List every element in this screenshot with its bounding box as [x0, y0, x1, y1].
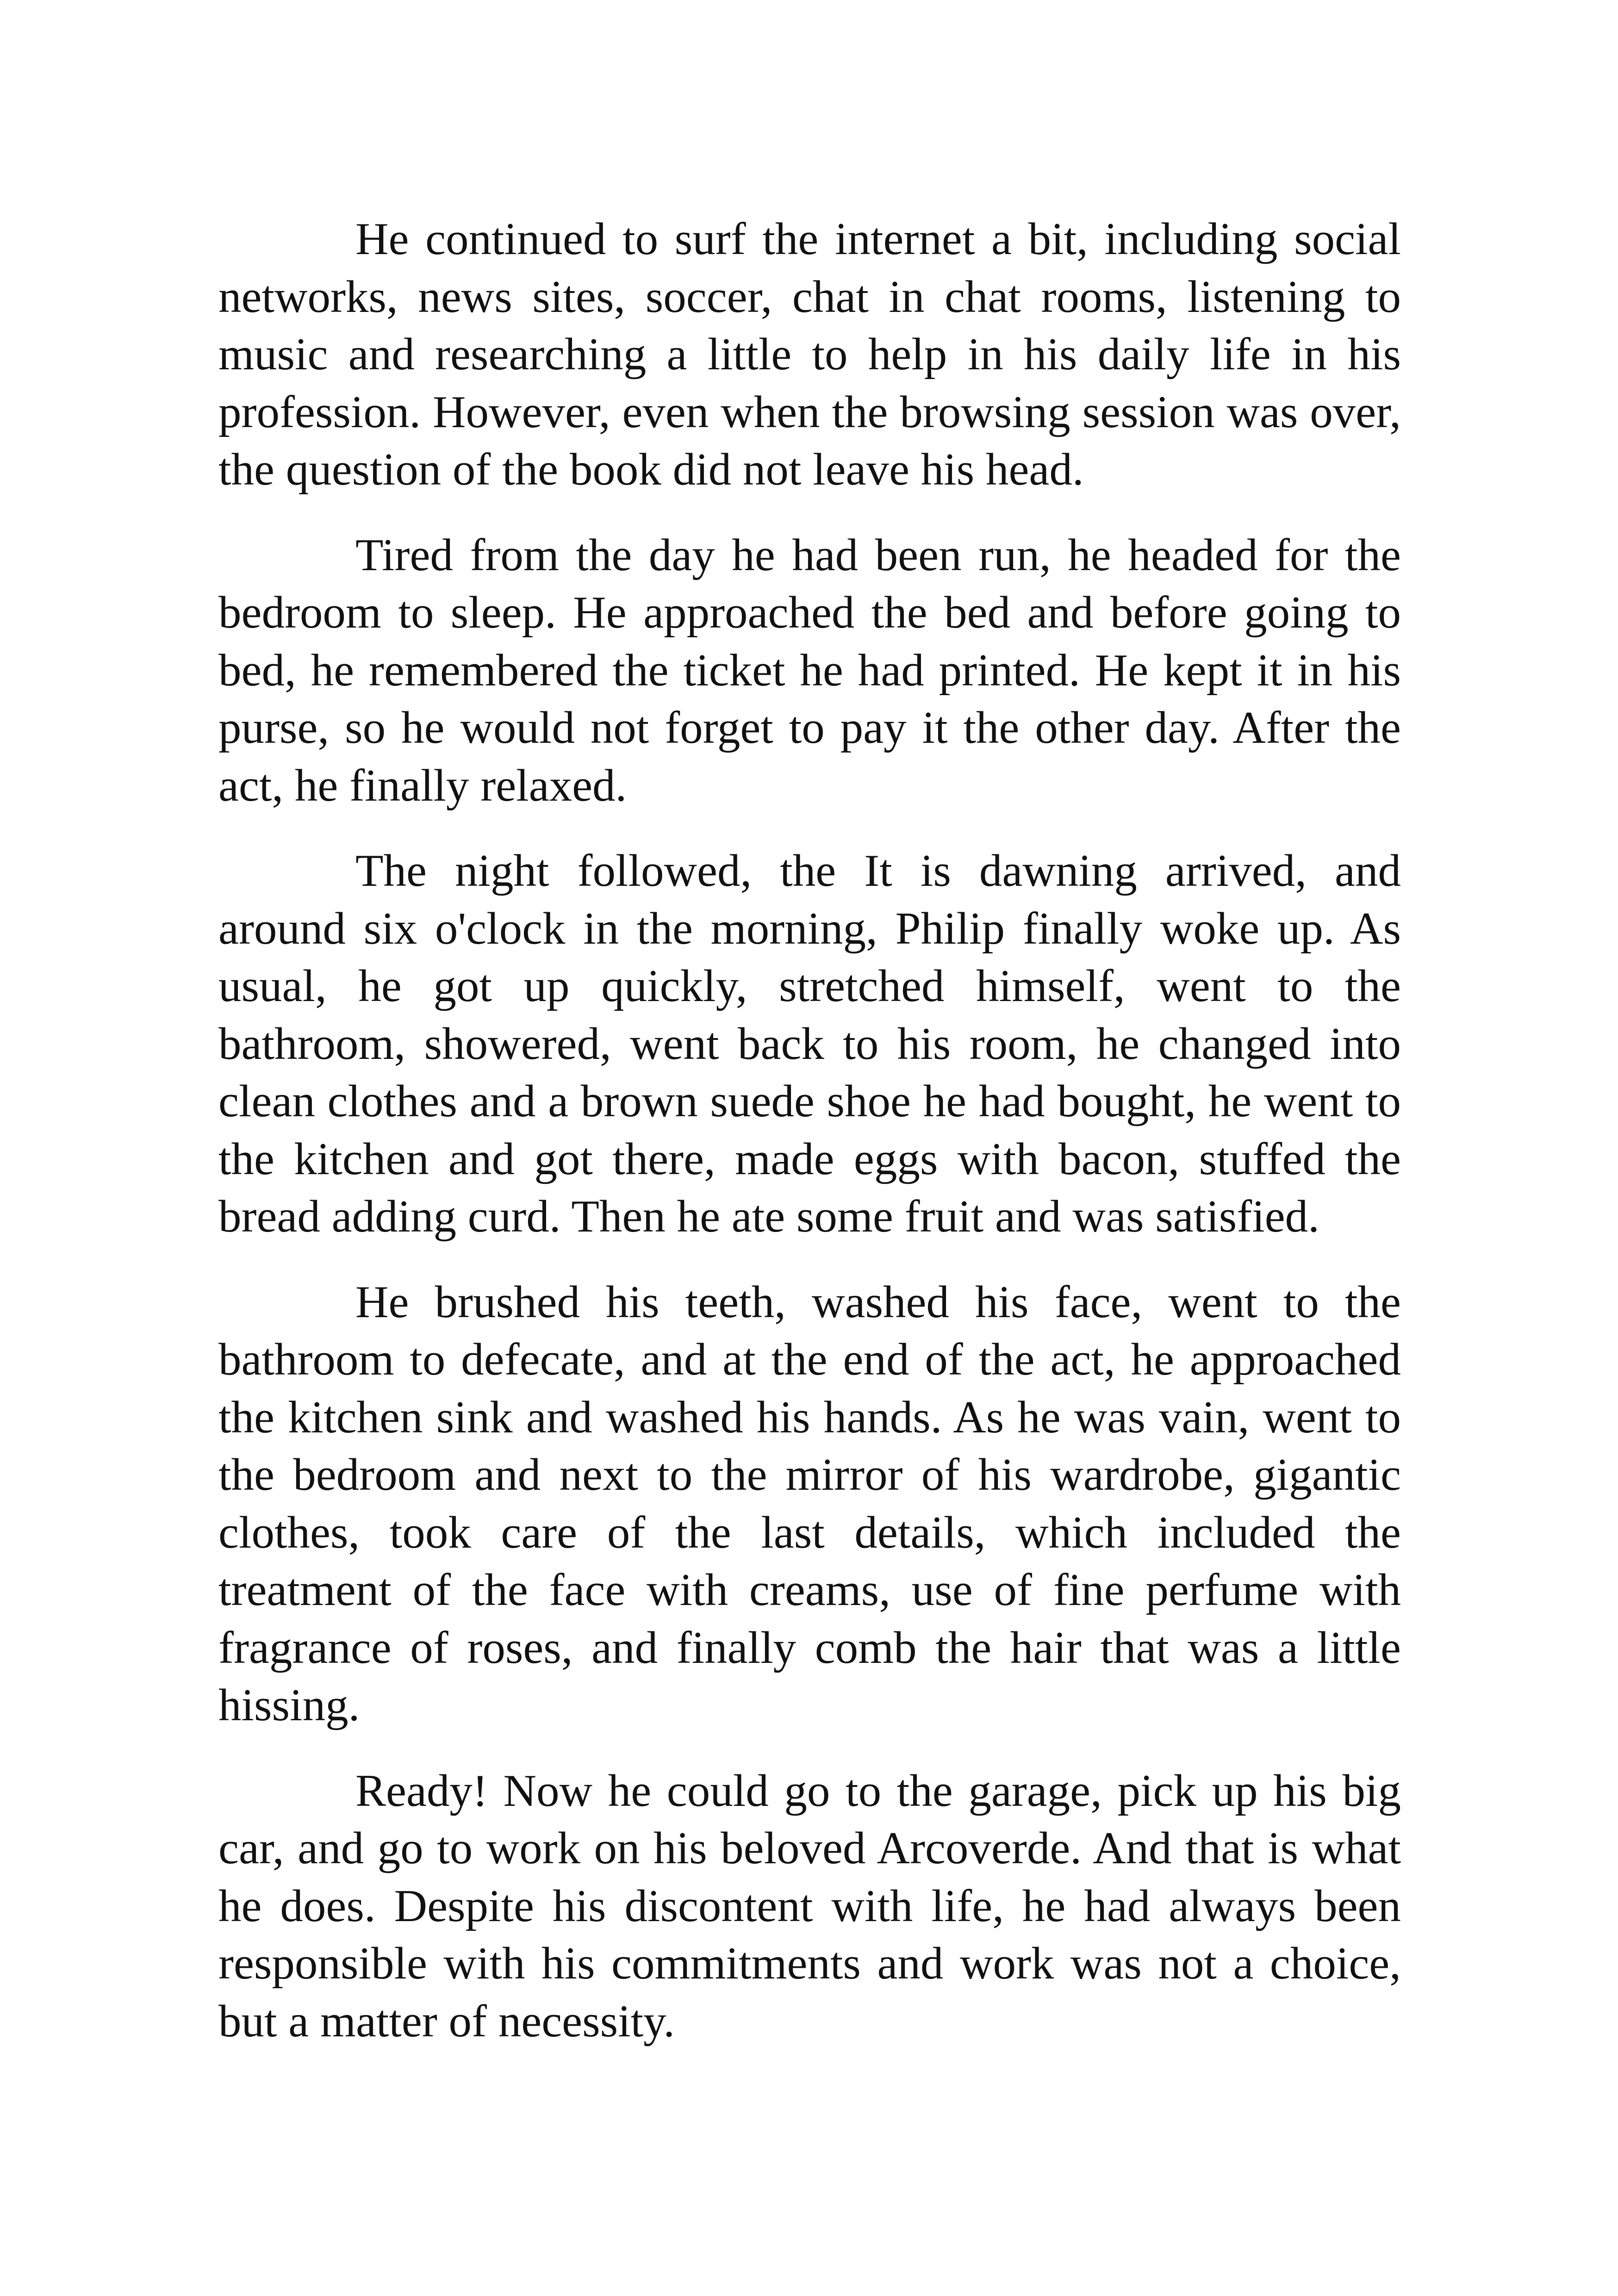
paragraph-2: Tired from the day he had been run, he headed for the bedroom to sleep. He approached the bed and before going to bed, he remembered the ticket he had printed. He kept it in his purse, so he would not forget to pay it the other day. After the act, he finally relaxed.: [218, 529, 1401, 811]
body-text: [218, 211, 1401, 2050]
paragraph-3: The night followed, the It is dawning arrived, and around six o'clock in the morning, Philip finally woke up. As usual, he got up quickly, stretched himself, went to the bathroom, showered, went back to his room, he changed into clean clothes and a brown suede shoe he had bought, he went to the kitchen and got there, made eggs with bacon, stuffed the bread adding curd. Then he ate some fruit and was satisfied.: [218, 846, 1401, 1242]
paragraph-1: He continued to surf the internet a bit, including social networks, news sites, soccer, chat in chat rooms, listening to music and researching a little to help in his daily life in his profession. However, even when the browsing session was over, the question of the book did not leave his head.: [218, 214, 1401, 495]
paragraph-5: Ready! Now he could go to the garage, pick up his big car, and go to work on his beloved Arcoverde. And that is what he does. Despite his discontent with life, he had always been responsible with his commitments and work was not a choice, but a matter of necessity.: [218, 1765, 1401, 2047]
paragraph-4: He brushed his teeth, washed his face, went to the bathroom to defecate, and at the end of the act, he approached the kitchen sink and washed his hands. As he was vain, went to the bedroom and next to the mirror of his wardrobe, gigantic clothes, took care of the last details, which included the treatment of the face with creams, use of fine perfume with fragrance of roses, and finally comb the hair that was a little hissing.: [218, 1276, 1401, 1730]
